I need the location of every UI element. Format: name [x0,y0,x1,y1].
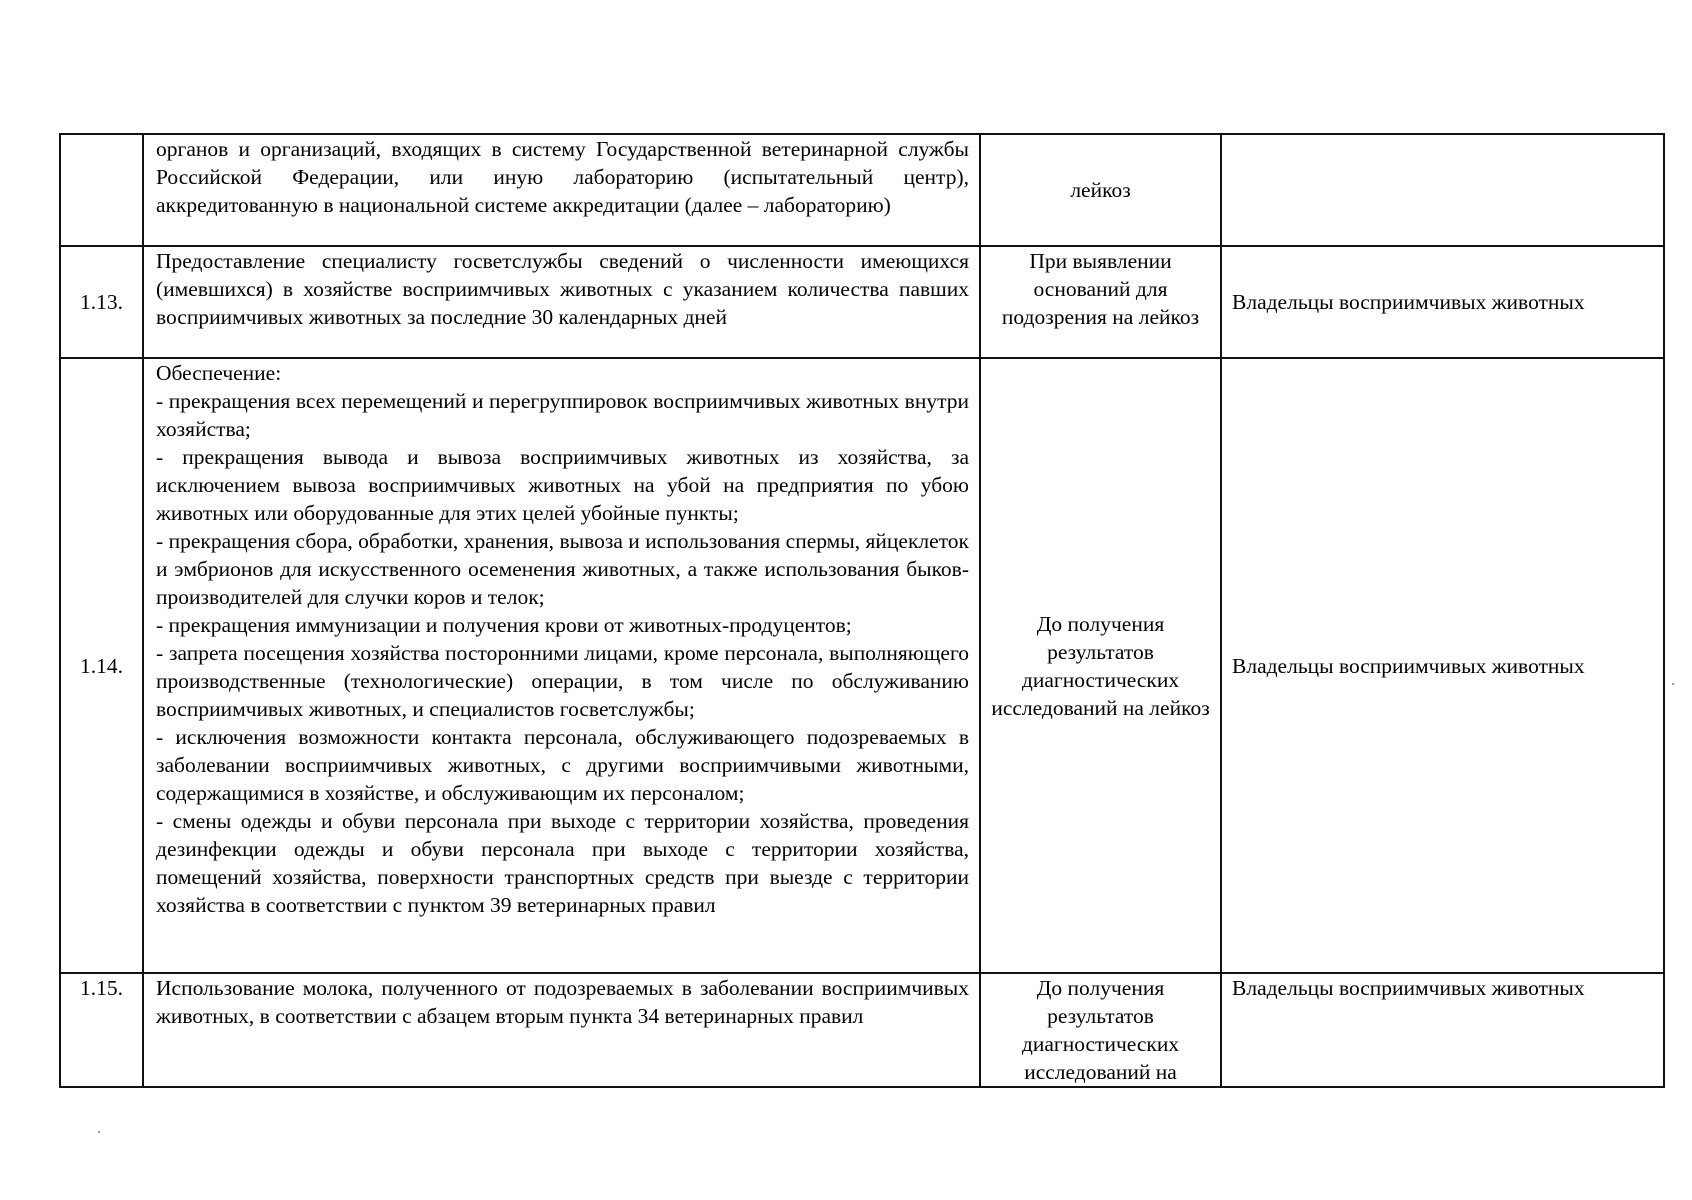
scan-speck [1672,683,1674,685]
row-number [60,134,143,246]
table-row [60,973,1664,1087]
description-line: - прекращения сбора, обработки, хранения, вывоза и использования спермы, яйцеклеток и эмбрионов для искусственного осеменения животных, а также использования быков-производителей для случки коров и телок; [156,529,969,609]
scan-speck [98,1131,100,1133]
description-line: - исключения возможности контакта персонала, обслуживающего подозреваемых в заболевании восприимчивых животных, с другими восприимчивыми животными, содержащимися в хозяйстве, и обслуживающим их персоналом; [156,725,969,805]
description-line: Обеспечение: [156,361,282,385]
measures-table [59,133,1665,1088]
measure-term: До получения результатов диагностических исследований на лейкоз [980,358,1221,973]
measure-term: До получения результатов диагностических исследований на [980,973,1221,1087]
description-line: - смены одежды и обуви персонала при выходе с территории хозяйства, проведения дезинфекции одежды и обуви персонала при выходе с территории хозяйства, помещений хозяйства, поверхности транспортных средств при выезде с территории хозяйства в соответствии с пунктом 39 ветеринарных правил [156,809,969,917]
measure-description: органов и организаций, входящих в систему Государственной ветеринарной службы Российской Федерации, или иную лабораторию (испытательный центр), аккредитованную в национальной системе аккредитации (далее – лабораторию) [143,134,980,246]
description-line: - прекращения вывода и вывоза восприимчивых животных из хозяйства, за исключением вывоза восприимчивых животных на убой на предприятия по убою животных или оборудованные для этих целей убойные пункты; [156,445,969,525]
responsible-party: Владельцы восприимчивых животных [1221,358,1664,973]
description-line: - прекращения иммунизации и получения крови от животных-продуцентов; [156,613,852,637]
measure-description: Использование молока, полученного от подозреваемых в заболевании восприимчивых животных, в соответствии с абзацем вторым пункта 34 ветеринарных правил [143,973,980,1087]
table-row [60,358,1664,973]
measure-description [143,358,980,973]
responsible-party: Владельцы восприимчивых животных [1221,973,1664,1087]
row-number: 1.15. [60,973,143,1087]
description-line: - запрета посещения хозяйства посторонними лицами, кроме персонала, выполняющего производственные (технологические) операции, в том числе по обслуживанию восприимчивых животных, и специалистов госветслужбы; [156,641,969,721]
responsible-party [1221,134,1664,246]
description-line: - прекращения всех перемещений и перегруппировок восприимчивых животных внутри хозяйства; [156,389,969,441]
table-row [60,246,1664,358]
row-number: 1.14. [60,358,143,973]
row-number: 1.13. [60,246,143,358]
table-row [60,134,1664,246]
responsible-party: Владельцы восприимчивых животных [1221,246,1664,358]
measure-term: При выявлении оснований для подозрения на лейкоз [980,246,1221,358]
measure-term: лейкоз [980,134,1221,246]
measure-description: Предоставление специалисту госветслужбы сведений о численности имеющихся (имевшихся) в хозяйстве восприимчивых животных с указанием количества павших восприимчивых животных за последние 30 календарных дней [143,246,980,358]
